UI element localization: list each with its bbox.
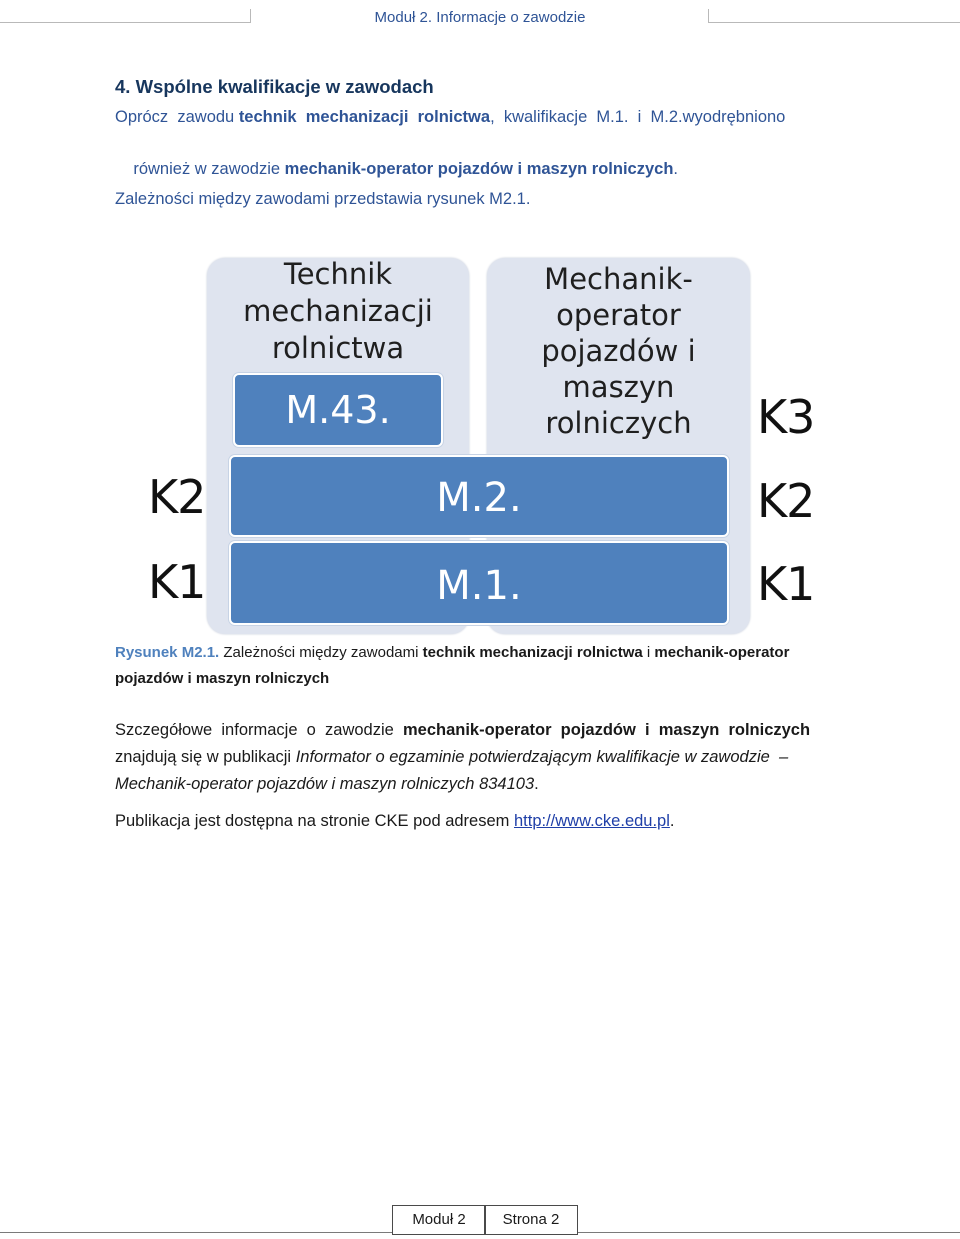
footer-module: Moduł 2 bbox=[392, 1205, 486, 1235]
qualification-m2: M.2. bbox=[229, 455, 729, 537]
figure-caption bbox=[115, 640, 855, 692]
footer-page-number: Strona 2 bbox=[484, 1205, 578, 1235]
qualification-m1: M.1. bbox=[229, 541, 729, 625]
level-label-k3-right: K3 bbox=[757, 390, 815, 444]
level-label-k2-left: K2 bbox=[148, 470, 206, 524]
panel-technik-title: Technik mechanizacji rolnictwa bbox=[243, 257, 433, 365]
footer-rule-right bbox=[578, 1232, 960, 1233]
figure-reference: Zależności między zawodami przedstawia rysunek M2.1. bbox=[115, 190, 531, 208]
caption-line-1: Rysunek M2.1. Zależności między zawodami technik mechanizacji rolnictwa i mechanik-operator bbox=[115, 644, 790, 661]
intro-line-1 bbox=[115, 104, 850, 130]
level-label-k2-right: K2 bbox=[757, 474, 815, 528]
footer-rule-left bbox=[0, 1232, 392, 1233]
section-heading: 4. Wspólne kwalifikacje w zawodach bbox=[115, 76, 434, 97]
caption-label: Rysunek M2.1. bbox=[115, 644, 220, 661]
details-line-3: Mechanik-operator pojazdów i maszyn rolniczych 834103. bbox=[115, 775, 539, 793]
details-line-2: znajdują się w publikacji Informator o egzaminie potwierdzającym kwalifikacje w zawodzie – bbox=[115, 748, 789, 766]
caption-line-2: pojazdów i maszyn rolniczych bbox=[115, 670, 330, 687]
running-header: Moduł 2. Informacje o zawodzie bbox=[374, 9, 586, 26]
cke-website-link[interactable]: http://www.cke.edu.pl bbox=[513, 812, 670, 830]
availability-paragraph: Publikacja jest dostępna na stronie CKE pod adresem http://www.cke.edu.pl. bbox=[115, 812, 675, 830]
details-paragraph bbox=[115, 717, 850, 798]
qualification-m43: M.43. bbox=[233, 373, 443, 447]
panel-mechanik-title: Mechanik- operator pojazdów i maszyn rolniczych bbox=[541, 262, 696, 440]
profession-name: technik mechanizacji rolnictwa bbox=[238, 108, 491, 126]
intro-line-2: również w zawodzie mechanik-operator pojazdów i maszyn rolniczych. bbox=[133, 160, 679, 178]
intro-text: Oprócz zawodu technik mechanizacji rolnictwa, kwalifikacje M.1. i M.2.wyodrębniono bbox=[115, 108, 786, 126]
level-label-k1-left: K1 bbox=[148, 555, 206, 609]
profession-name: mechanik-operator pojazdów i maszyn rolniczych bbox=[284, 160, 674, 178]
level-label-k1-right: K1 bbox=[757, 557, 815, 611]
details-line-1: Szczegółowe informacje o zawodzie mechanik-operator pojazdów i maszyn rolniczych bbox=[115, 721, 811, 739]
